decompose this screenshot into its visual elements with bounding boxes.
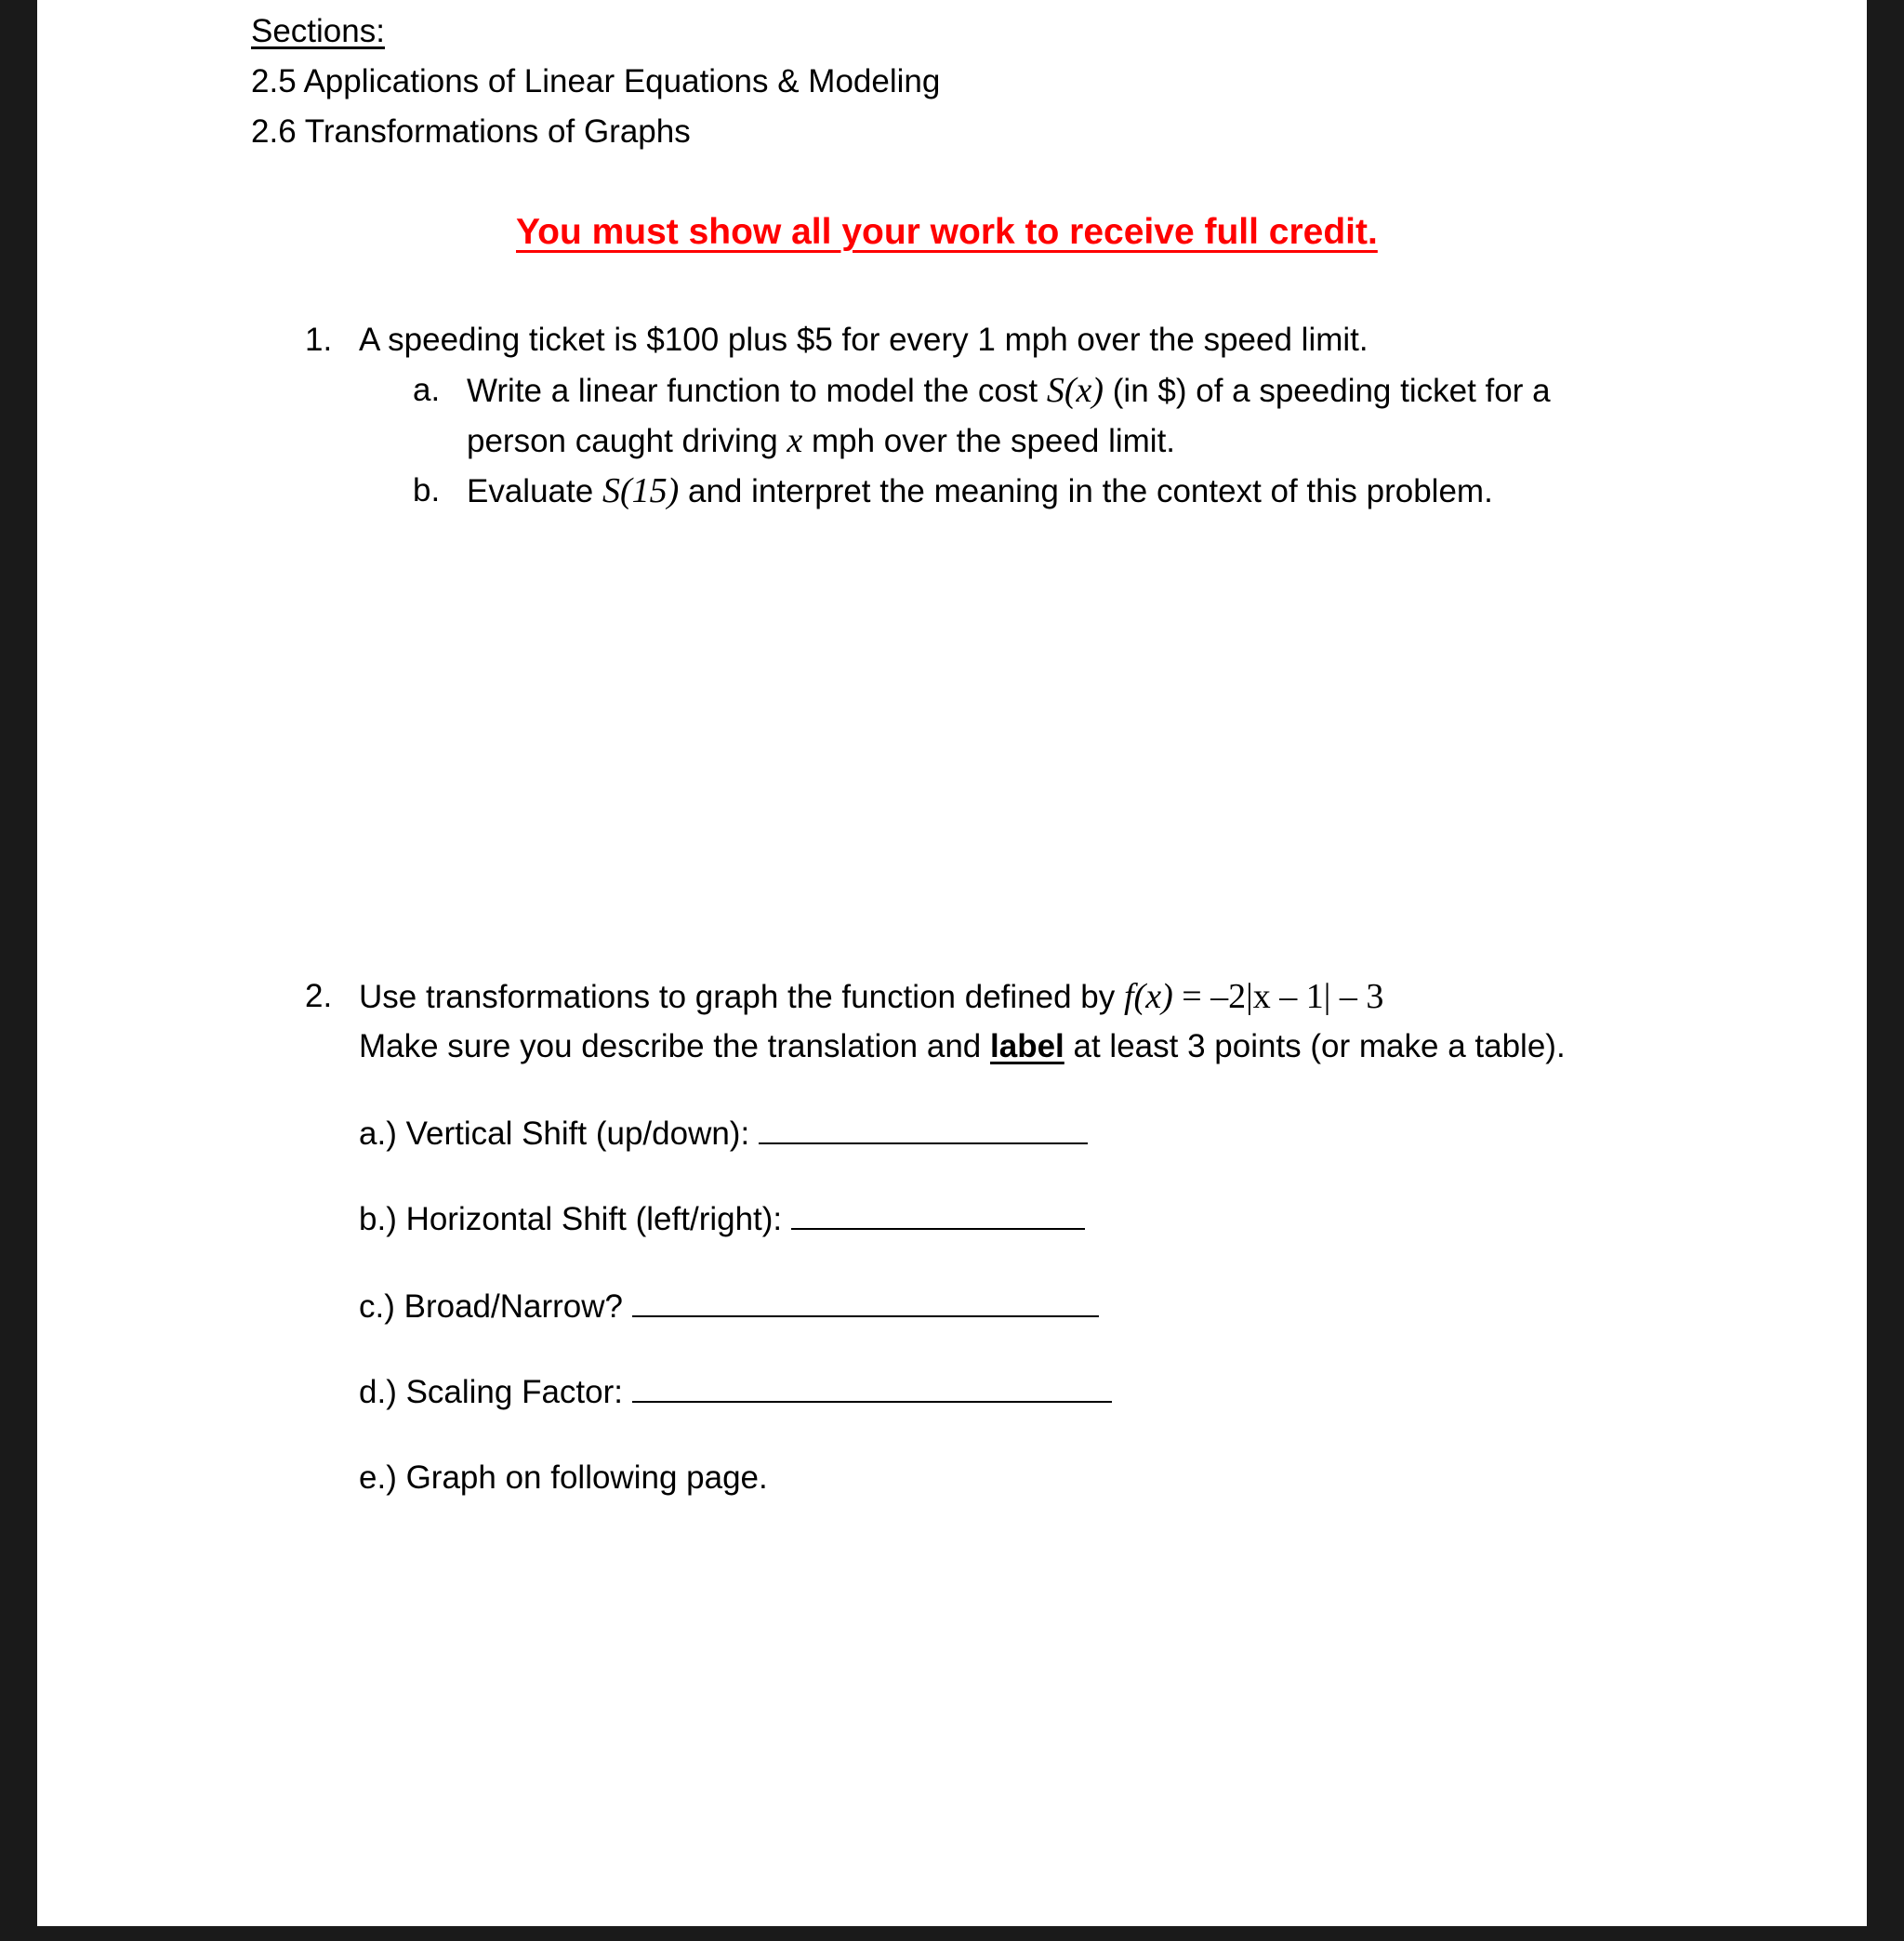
math-x: x xyxy=(787,421,803,460)
q2a-answer-blank[interactable] xyxy=(759,1115,1088,1144)
q2d-row xyxy=(359,1372,1112,1413)
q2-stem: Use transformations to graph the function defined by f(x) = –2|x – 1| – 3 xyxy=(359,977,1384,1016)
sections-label: Sections: xyxy=(251,13,385,49)
q2b-label: b.) Horizontal Shift (left/right): xyxy=(359,1201,783,1237)
section-2-5: 2.5 Applications of Linear Equations & Modeling xyxy=(251,63,941,99)
q1a-line2: person caught driving x mph over the speed limit. xyxy=(467,421,1176,460)
document-page xyxy=(37,0,1867,1926)
q2c-answer-blank[interactable] xyxy=(632,1287,1099,1317)
q1-stem: A speeding ticket is $100 plus $5 for every 1 mph over the speed limit. xyxy=(359,322,1368,358)
q1b-line: Evaluate S(15) and interpret the meaning in the context of this problem. xyxy=(467,471,1493,510)
q1a-letter: a. xyxy=(413,372,441,408)
math-function-rhs: = –2|x – 1| – 3 xyxy=(1172,977,1384,1016)
math-s-of-15: S(15) xyxy=(602,471,680,510)
q2c-label: c.) Broad/Narrow? xyxy=(359,1288,623,1325)
q2-line2: Make sure you describe the translation and label at least 3 points (or make a table). xyxy=(359,1028,1566,1064)
math-f-of-x: f(x) xyxy=(1124,977,1173,1016)
q2e-row: e.) Graph on following page. xyxy=(359,1459,768,1496)
q2-number: 2. xyxy=(305,978,333,1014)
q2b-row xyxy=(359,1199,1085,1240)
section-2-6: 2.6 Transformations of Graphs xyxy=(251,113,691,150)
q2a-row xyxy=(359,1114,1088,1155)
q1b-letter: b. xyxy=(413,472,441,508)
instructions: You must show all your work to receive full credit. xyxy=(516,212,1378,252)
q2b-answer-blank[interactable] xyxy=(791,1200,1085,1230)
q1-number: 1. xyxy=(305,322,333,358)
math-s-of-x: S(x) xyxy=(1046,371,1104,410)
q2d-label: d.) Scaling Factor: xyxy=(359,1374,623,1410)
label-emphasis: label xyxy=(990,1028,1064,1064)
q2a-label: a.) Vertical Shift (up/down): xyxy=(359,1116,750,1152)
q2c-row xyxy=(359,1287,1099,1327)
q1a-line1: Write a linear function to model the cost S(x) (in $) of a speeding ticket for a xyxy=(467,371,1551,410)
q2d-answer-blank[interactable] xyxy=(632,1373,1112,1403)
